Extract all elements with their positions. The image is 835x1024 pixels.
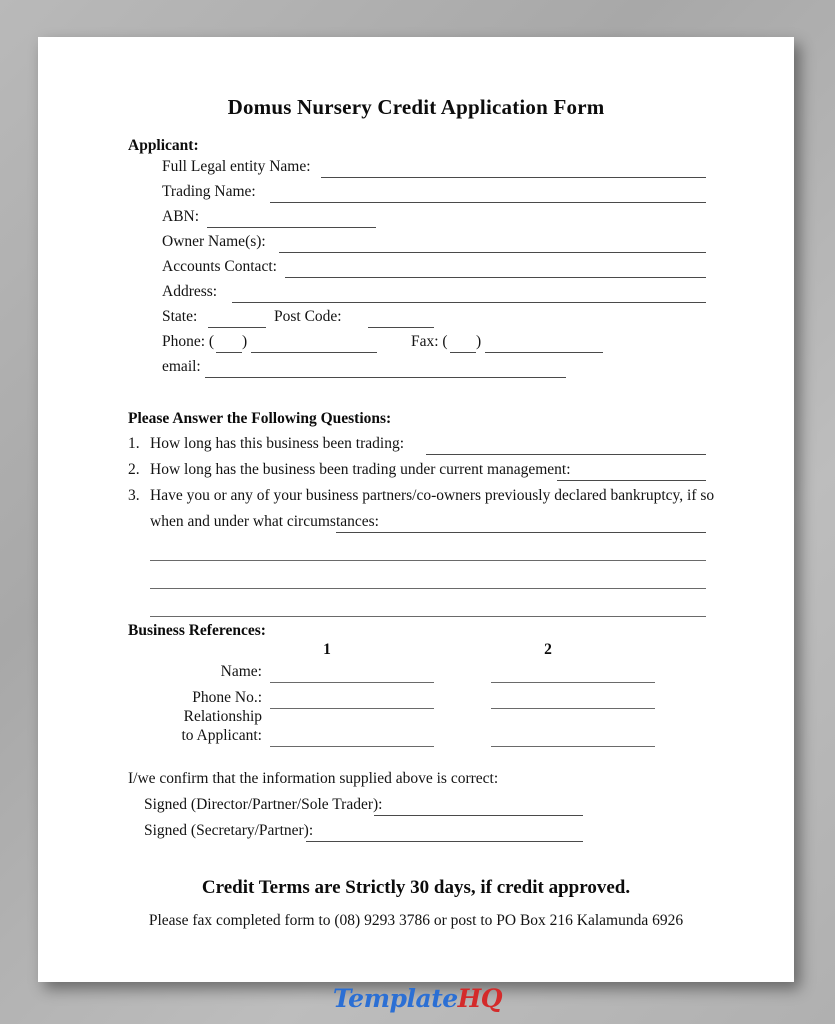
label-owner-names: Owner Name(s):: [162, 233, 266, 250]
confirmation-statement: I/we confirm that the information supplied above is correct:: [128, 770, 499, 787]
question-2-text: How long has the business been trading under current management:: [150, 461, 571, 478]
input-reference-2-phone[interactable]: [491, 708, 655, 709]
input-reference-2-name[interactable]: [491, 682, 655, 683]
input-question-2[interactable]: [557, 480, 706, 481]
reference-column-1-header: 1: [323, 641, 331, 658]
questions-heading: Please Answer the Following Questions:: [128, 410, 392, 427]
label-fax: Fax: (: [411, 333, 448, 350]
watermark-hq-text: HQ: [457, 984, 503, 1013]
input-reference-1-name[interactable]: [270, 682, 434, 683]
label-signed-director: Signed (Director/Partner/Sole Trader):: [144, 796, 383, 813]
question-2-number: 2.: [128, 461, 140, 478]
input-address[interactable]: [232, 302, 706, 303]
fax-instructions-note: Please fax completed form to (08) 9293 3786 or post to PO Box 216 Kalamunda 6926: [148, 912, 684, 929]
input-phone-area-code[interactable]: [216, 352, 242, 353]
input-email[interactable]: [205, 377, 566, 378]
label-full-legal-entity-name: Full Legal entity Name:: [162, 158, 311, 175]
label-address: Address:: [162, 283, 218, 300]
reference-column-2-header: 2: [544, 641, 552, 658]
references-heading: Business References:: [128, 622, 266, 639]
label-email: email:: [162, 358, 201, 375]
input-owner-names[interactable]: [279, 252, 706, 253]
label-reference-name: Name:: [220, 663, 262, 680]
page-title: Domus Nursery Credit Application Form: [227, 95, 605, 119]
label-accounts-contact: Accounts Contact:: [162, 258, 277, 275]
label-reference-relationship-continued: to Applicant:: [181, 727, 262, 744]
input-full-legal-entity-name[interactable]: [321, 177, 706, 178]
label-phone-paren-close: ): [242, 333, 248, 350]
input-fax-number[interactable]: [485, 352, 603, 353]
input-question-3-line-2[interactable]: [150, 560, 706, 561]
label-fax-paren-close: ): [476, 333, 482, 350]
input-accounts-contact[interactable]: [285, 277, 706, 278]
question-1-number: 1.: [128, 435, 140, 452]
input-question-1[interactable]: [426, 454, 706, 455]
watermark-template-text: Template: [332, 984, 458, 1013]
label-trading-name: Trading Name:: [162, 183, 256, 200]
input-signed-secretary[interactable]: [306, 841, 583, 842]
page-content: [38, 37, 794, 982]
input-fax-area-code[interactable]: [450, 352, 476, 353]
document-page: [38, 37, 794, 982]
input-question-3-line-3[interactable]: [150, 588, 706, 589]
question-3-text: Have you or any of your business partners/co-owners previously declared bankruptcy, if so: [150, 487, 715, 504]
label-phone: Phone: (: [162, 333, 215, 350]
label-signed-secretary: Signed (Secretary/Partner):: [144, 822, 314, 839]
label-post-code: Post Code:: [274, 308, 342, 325]
input-question-3-line-4[interactable]: [150, 616, 706, 617]
question-1-text: How long has this business been trading:: [150, 435, 405, 452]
input-phone-number[interactable]: [251, 352, 377, 353]
label-reference-relationship: Relationship: [183, 708, 262, 725]
label-abn: ABN:: [162, 208, 200, 225]
input-abn[interactable]: [207, 227, 376, 228]
question-3-text-continued: when and under what circumstances:: [150, 513, 379, 530]
input-signed-director[interactable]: [374, 815, 583, 816]
input-question-3[interactable]: [336, 532, 706, 533]
applicant-heading: Applicant:: [128, 137, 199, 154]
input-post-code[interactable]: [368, 327, 434, 328]
input-reference-1-relationship[interactable]: [270, 746, 434, 747]
input-state[interactable]: [208, 327, 266, 328]
credit-terms-note: Credit Terms are Strictly 30 days, if credit approved.: [201, 877, 631, 898]
input-reference-1-phone[interactable]: [270, 708, 434, 709]
input-trading-name[interactable]: [270, 202, 706, 203]
label-state: State:: [162, 308, 198, 325]
question-3-number: 3.: [128, 487, 140, 504]
templatehq-watermark: [0, 986, 835, 1011]
label-reference-phone: Phone No.:: [192, 689, 262, 706]
input-reference-2-relationship[interactable]: [491, 746, 655, 747]
